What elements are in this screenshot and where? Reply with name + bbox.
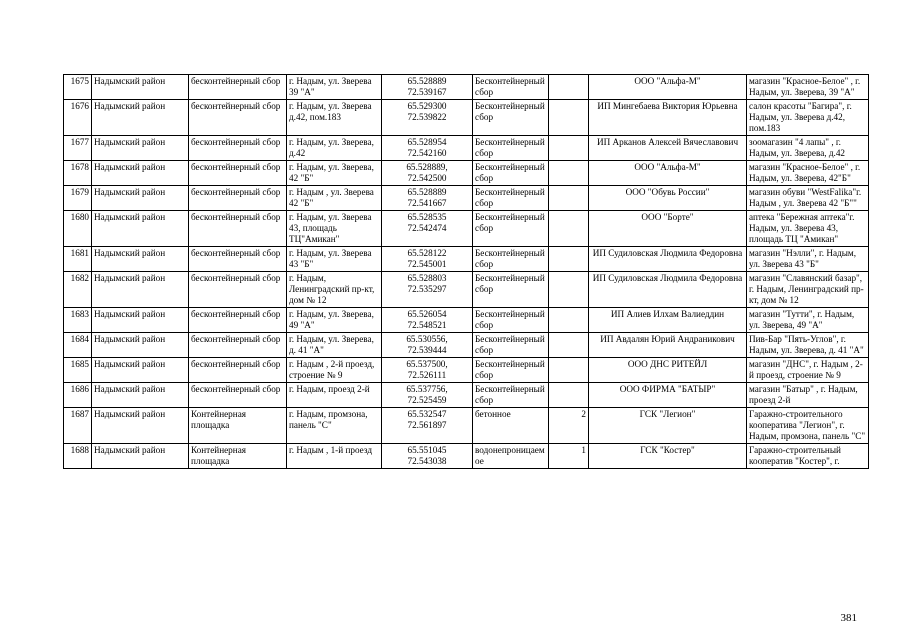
- cell-coordinates: 65.528889, 72.542500: [382, 161, 473, 186]
- cell-owner: ООО "Борте": [589, 211, 747, 247]
- cell-row-number: 1682: [64, 272, 92, 308]
- cell-owner: ГСК "Легион": [589, 408, 747, 444]
- table-row: [64, 100, 869, 136]
- cell-surface-type: Бесконтейнерный сбор: [473, 186, 549, 211]
- cell-container-count: 1: [549, 444, 589, 469]
- cell-district: Надымский район: [92, 100, 189, 136]
- cell-collection-type: бесконтейнерный сбор: [189, 383, 287, 408]
- cell-address: г. Надым, ул. Зверева, 42 "Б": [287, 161, 382, 186]
- cell-row-number: 1676: [64, 100, 92, 136]
- cell-coordinates: 65.528803 72.535297: [382, 272, 473, 308]
- cell-district: Надымский район: [92, 136, 189, 161]
- cell-container-count: [549, 136, 589, 161]
- table-row: [64, 211, 869, 247]
- table-row: [64, 136, 869, 161]
- cell-container-count: [549, 308, 589, 333]
- cell-row-number: 1677: [64, 136, 92, 161]
- cell-container-count: [549, 100, 589, 136]
- cell-collection-type: бесконтейнерный сбор: [189, 247, 287, 272]
- cell-surface-type: Бесконтейнерный сбор: [473, 247, 549, 272]
- cell-row-number: 1688: [64, 444, 92, 469]
- cell-source-description: магазин "Славянский базар", г. Надым, Ленинградский пр-кт, дом № 12: [747, 272, 869, 308]
- cell-address: г. Надым, ул. Зверева д.42, пом.183: [287, 100, 382, 136]
- cell-source-description: магазин "Батыр" , г. Надым, проезд 2-й: [747, 383, 869, 408]
- cell-surface-type: бетонное: [473, 408, 549, 444]
- cell-source-description: магазин "ДНС", г. Надым , 2-й проезд, строение № 9: [747, 358, 869, 383]
- cell-surface-type: Бесконтейнерный сбор: [473, 383, 549, 408]
- cell-coordinates: 65.528889 72.541667: [382, 186, 473, 211]
- cell-surface-type: Бесконтейнерный сбор: [473, 333, 549, 358]
- table-row: [64, 186, 869, 211]
- table-row: [64, 272, 869, 308]
- cell-row-number: 1680: [64, 211, 92, 247]
- cell-container-count: [549, 272, 589, 308]
- cell-source-description: Пив-Бар "Пять-Углов", г. Надым, ул. Зверева, д. 41 "А": [747, 333, 869, 358]
- cell-district: Надымский район: [92, 308, 189, 333]
- cell-container-count: [549, 383, 589, 408]
- cell-district: Надымский район: [92, 383, 189, 408]
- cell-coordinates: 65.551045 72.543038: [382, 444, 473, 469]
- cell-row-number: 1685: [64, 358, 92, 383]
- cell-source-description: магазин обуви "WestFalika"г. Надым , ул. Зверева 42 "Б"": [747, 186, 869, 211]
- cell-source-description: магазин "Нэлли", г. Надым, ул. Зверева 43 "Б": [747, 247, 869, 272]
- cell-surface-type: Бесконтейнерный сбор: [473, 308, 549, 333]
- cell-surface-type: Бесконтейнерный сбор: [473, 75, 549, 100]
- cell-owner: ООО ФИРМА "БАТЫР": [589, 383, 747, 408]
- table-row: [64, 383, 869, 408]
- cell-district: Надымский район: [92, 247, 189, 272]
- cell-district: Надымский район: [92, 408, 189, 444]
- cell-surface-type: Бесконтейнерный сбор: [473, 358, 549, 383]
- cell-address: г. Надым, ул. Зверева, д.42: [287, 136, 382, 161]
- cell-source-description: Гаражно-строительный кооператив "Костер", г.: [747, 444, 869, 469]
- cell-collection-type: бесконтейнерный сбор: [189, 186, 287, 211]
- cell-owner: ИП Авдалян Юрий Андраникович: [589, 333, 747, 358]
- cell-coordinates: 65.537756, 72.525459: [382, 383, 473, 408]
- cell-district: Надымский район: [92, 444, 189, 469]
- cell-collection-type: Контейнерная площадка: [189, 408, 287, 444]
- cell-container-count: [549, 211, 589, 247]
- cell-source-description: Гаражно-строительного кооператива "Легион", г. Надым, промзона, панель "С": [747, 408, 869, 444]
- cell-collection-type: бесконтейнерный сбор: [189, 308, 287, 333]
- cell-collection-type: бесконтейнерный сбор: [189, 100, 287, 136]
- page-number: 381: [840, 612, 857, 624]
- cell-address: г. Надым, ул. Зверева 43, площадь ТЦ"Амикан": [287, 211, 382, 247]
- registry-table: [63, 74, 869, 469]
- cell-coordinates: 65.537500, 72.526111: [382, 358, 473, 383]
- cell-owner: ИП Мингебаева Виктория Юрьевна: [589, 100, 747, 136]
- cell-address: г. Надым, проезд 2-й: [287, 383, 382, 408]
- cell-container-count: [549, 186, 589, 211]
- cell-source-description: магазин "Красное-Белое" , г. Надым, ул. Зверева, 39 "А": [747, 75, 869, 100]
- table-row: [64, 161, 869, 186]
- cell-district: Надымский район: [92, 211, 189, 247]
- cell-owner: ИП Алиев Илхам Валиеддин: [589, 308, 747, 333]
- cell-row-number: 1684: [64, 333, 92, 358]
- cell-row-number: 1686: [64, 383, 92, 408]
- cell-surface-type: Бесконтейнерный сбор: [473, 161, 549, 186]
- cell-collection-type: Контейнерная площадка: [189, 444, 287, 469]
- cell-district: Надымский район: [92, 272, 189, 308]
- cell-coordinates: 65.530556, 72.539444: [382, 333, 473, 358]
- cell-owner: ИП Судиловская Людмила Федоровна: [589, 247, 747, 272]
- table-row: [64, 444, 869, 469]
- cell-row-number: 1679: [64, 186, 92, 211]
- cell-source-description: магазин "Красное-Белое" , г. Надым, ул. Зверева, 42"Б": [747, 161, 869, 186]
- cell-collection-type: бесконтейнерный сбор: [189, 272, 287, 308]
- table-body: [64, 75, 869, 469]
- cell-container-count: [549, 358, 589, 383]
- cell-collection-type: бесконтейнерный сбор: [189, 333, 287, 358]
- cell-container-count: [549, 161, 589, 186]
- cell-row-number: 1683: [64, 308, 92, 333]
- cell-address: г. Надым, ул. Зверева 39 "А": [287, 75, 382, 100]
- cell-coordinates: 65.528889 72.539167: [382, 75, 473, 100]
- cell-district: Надымский район: [92, 358, 189, 383]
- cell-coordinates: 65.528954 72.542160: [382, 136, 473, 161]
- cell-container-count: [549, 247, 589, 272]
- cell-source-description: магазин "Тутти", г. Надым, ул. Зверева, 49 "А": [747, 308, 869, 333]
- cell-owner: ГСК "Костер": [589, 444, 747, 469]
- cell-owner: ООО "Альфа-М": [589, 161, 747, 186]
- cell-surface-type: водонепроницаемое: [473, 444, 549, 469]
- cell-owner: ООО "Альфа-М": [589, 75, 747, 100]
- cell-owner: ООО ДНС РИТЕЙЛ: [589, 358, 747, 383]
- cell-coordinates: 65.526054 72.548521: [382, 308, 473, 333]
- cell-coordinates: 65.528535 72.542474: [382, 211, 473, 247]
- cell-source-description: зоомагазин "4 лапы" , г. Надым, ул. Зверева, д.42: [747, 136, 869, 161]
- cell-collection-type: бесконтейнерный сбор: [189, 211, 287, 247]
- cell-address: г. Надым, промзона, панель "С": [287, 408, 382, 444]
- cell-surface-type: Бесконтейнерный сбор: [473, 136, 549, 161]
- cell-address: г. Надым, ул. Зверева 43 "Б": [287, 247, 382, 272]
- table-row: [64, 75, 869, 100]
- cell-container-count: 2: [549, 408, 589, 444]
- cell-surface-type: Бесконтейнерный сбор: [473, 272, 549, 308]
- cell-coordinates: 65.528122 72.545001: [382, 247, 473, 272]
- cell-address: г. Надым , 2-й проезд, строение № 9: [287, 358, 382, 383]
- table-row: [64, 408, 869, 444]
- cell-row-number: 1678: [64, 161, 92, 186]
- cell-row-number: 1687: [64, 408, 92, 444]
- cell-owner: ИП Судиловская Людмила Федоровна: [589, 272, 747, 308]
- cell-owner: ИП Арканов Алексей Вячеславович: [589, 136, 747, 161]
- table-row: [64, 308, 869, 333]
- cell-district: Надымский район: [92, 161, 189, 186]
- cell-container-count: [549, 333, 589, 358]
- cell-row-number: 1681: [64, 247, 92, 272]
- cell-address: г. Надым , 1-й проезд: [287, 444, 382, 469]
- table-row: [64, 333, 869, 358]
- cell-container-count: [549, 75, 589, 100]
- cell-surface-type: Бесконтейнерный сбор: [473, 211, 549, 247]
- cell-address: г. Надым, Ленинградский пр-кт, дом № 12: [287, 272, 382, 308]
- table-row: [64, 247, 869, 272]
- cell-coordinates: 65.529300 72.539822: [382, 100, 473, 136]
- table-row: [64, 358, 869, 383]
- cell-address: г. Надым , ул. Зверева 42 "Б": [287, 186, 382, 211]
- cell-collection-type: бесконтейнерный сбор: [189, 358, 287, 383]
- cell-address: г. Надым, ул. Зверева, 49 "А": [287, 308, 382, 333]
- cell-district: Надымский район: [92, 75, 189, 100]
- cell-district: Надымский район: [92, 333, 189, 358]
- cell-row-number: 1675: [64, 75, 92, 100]
- cell-owner: ООО "Обувь России": [589, 186, 747, 211]
- cell-collection-type: бесконтейнерный сбор: [189, 75, 287, 100]
- cell-collection-type: бесконтейнерный сбор: [189, 136, 287, 161]
- cell-surface-type: Бесконтейнерный сбор: [473, 100, 549, 136]
- cell-coordinates: 65.532547 72.561897: [382, 408, 473, 444]
- cell-district: Надымский район: [92, 186, 189, 211]
- cell-collection-type: бесконтейнерный сбор: [189, 161, 287, 186]
- cell-source-description: салон красоты "Багира", г. Надым, ул. Зверева д.42, пом.183: [747, 100, 869, 136]
- cell-source-description: аптека "Бережная аптека"г. Надым, ул. Зверева 43, площадь ТЦ "Амикан": [747, 211, 869, 247]
- cell-address: г. Надым, ул. Зверева, д. 41 "А": [287, 333, 382, 358]
